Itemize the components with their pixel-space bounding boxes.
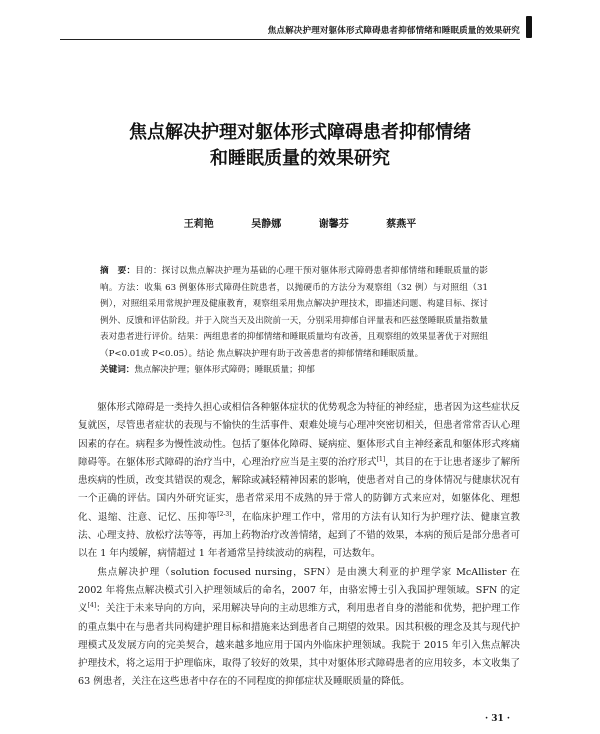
title-line-2: 和睡眠质量的效果研究 [210, 148, 390, 169]
running-head: 焦点解决护理对躯体形式障碍患者抑郁情绪和睡眠质量的效果研究 [60, 24, 520, 40]
abstract-paragraph [100, 263, 488, 362]
keywords-label: 关键词： [100, 365, 135, 375]
reference-2[interactable]: [2-3] [217, 510, 232, 518]
abstract-label: 摘 要： [100, 266, 136, 276]
p2-part-b: ：关注于未来导向的方向，采用解决导向的主动思维方式，利用患者自身的潜能和优势，把护理工作的重点集中在与患者共同构建护理目标和措施来达到患者自己期望的效果。因其积极的理念及其与现代护理模式及发展方向的完美契合，越来越多地应用于国内外临床护理领域。我院于 2015 年引入焦点解决护理技术，将之运用于护理临床，取得了较好的效果，其中对躯体形式障碍患者的应用较多，本文收集了 63 例患者，关注在这些患者中存在的不同程度的抑郁症状及睡眠质量的降低。 [78, 603, 521, 688]
author-3: 谢馨芬 [318, 219, 349, 230]
body-paragraph-1 [78, 399, 520, 564]
p1-part-a: 躯体形式障碍是一类持久担心或相信各种躯体症状的优势观念为特征的神经症，患者因为这些症状反复就医，尽管患者症状的表现与不愉快的生活事件、艰难处境与心理冲突密切相关，但患者常常否认心理因素的存在。病程多为慢性波动性。包括了躯体化障碍、疑病症、躯体形式自主神经紊乱和躯体形式疼痛障碍等。在躯体形式障碍的治疗当中，心理治疗应当是主要的治疗形式 [78, 402, 520, 468]
reference-3[interactable]: [4] [87, 602, 97, 610]
page-tab-marker [526, 16, 532, 38]
p2-part-a: 焦点解决护理（solution focused nursing，SFN）是由澳大利亚的护理学家 McAllister 在 2002 年将焦点解决模式引入护理领域后的命名，2007 年，由骆宏博士引入我国护理领域。SFN 的定义 [78, 566, 520, 615]
body-paragraph-2 [78, 564, 520, 692]
author-list [0, 215, 600, 230]
p1-part-c: ，在临床护理工作中，常用的方法有认知行为护理疗法、健康宣教法、心理支持、放松疗法等等，再加上药物治疗改善情绪，起到了不错的效果，本病的预后是部分患者可以在 1 年内缓解，病情超过 1 年者通常呈持续波动的病程，可达数年。 [78, 511, 521, 560]
p1-part-b: ，其目的在于让患者逐步了解所患疾病的性质，改变其错误的观念，解除或减轻精神因素的影响，使患者对自己的身体情况与健康状况有一个正确的评估。国内外研究证实，患者常采用不成熟的异于常人的防御方式来应对，如躯体化、理想化、退缩、注意、记忆、压抑等 [78, 456, 521, 523]
keywords [100, 362, 488, 379]
body-text [78, 399, 520, 692]
author-2: 吴静娜 [251, 219, 282, 230]
author-4: 蔡燕平 [386, 219, 417, 230]
author-1: 王莉艳 [183, 219, 214, 230]
abstract-text: 目的：探讨以焦点解决护理为基础的心理干预对躯体形式障碍患者抑郁情绪和睡眠质量的影响。方法：收集 63 例躯体形式障碍住院患者，以抛硬币的方法分为观察组（32 例）与对照组（31 例），对照组采用常规护理及健康教育，观察组采用焦点解决护理技术，即描述问题、构建目标、探讨例外、反馈和评估阶段。并于入院当天及出院前一天，分别采用抑郁自评量表和匹兹堡睡眠质量指数量表对患者进行评价。结果：两组患者的抑郁情绪和睡眠质量均有改善，且观察组的效果显著优于对照组（P<0.01或 P<0.05）。结论 焦点解决护理有助于改善患者的抑郁情绪和睡眠质量。 [100, 266, 488, 359]
article-title [70, 120, 530, 172]
title-line-1: 焦点解决护理对躯体形式障碍患者抑郁情绪 [129, 122, 471, 143]
keywords-text: 焦点解决护理；躯体形式障碍；睡眠质量；抑郁 [134, 365, 315, 375]
reference-1[interactable]: [1] [376, 455, 386, 463]
page-number: · 31 · [484, 714, 510, 724]
abstract [100, 263, 488, 379]
